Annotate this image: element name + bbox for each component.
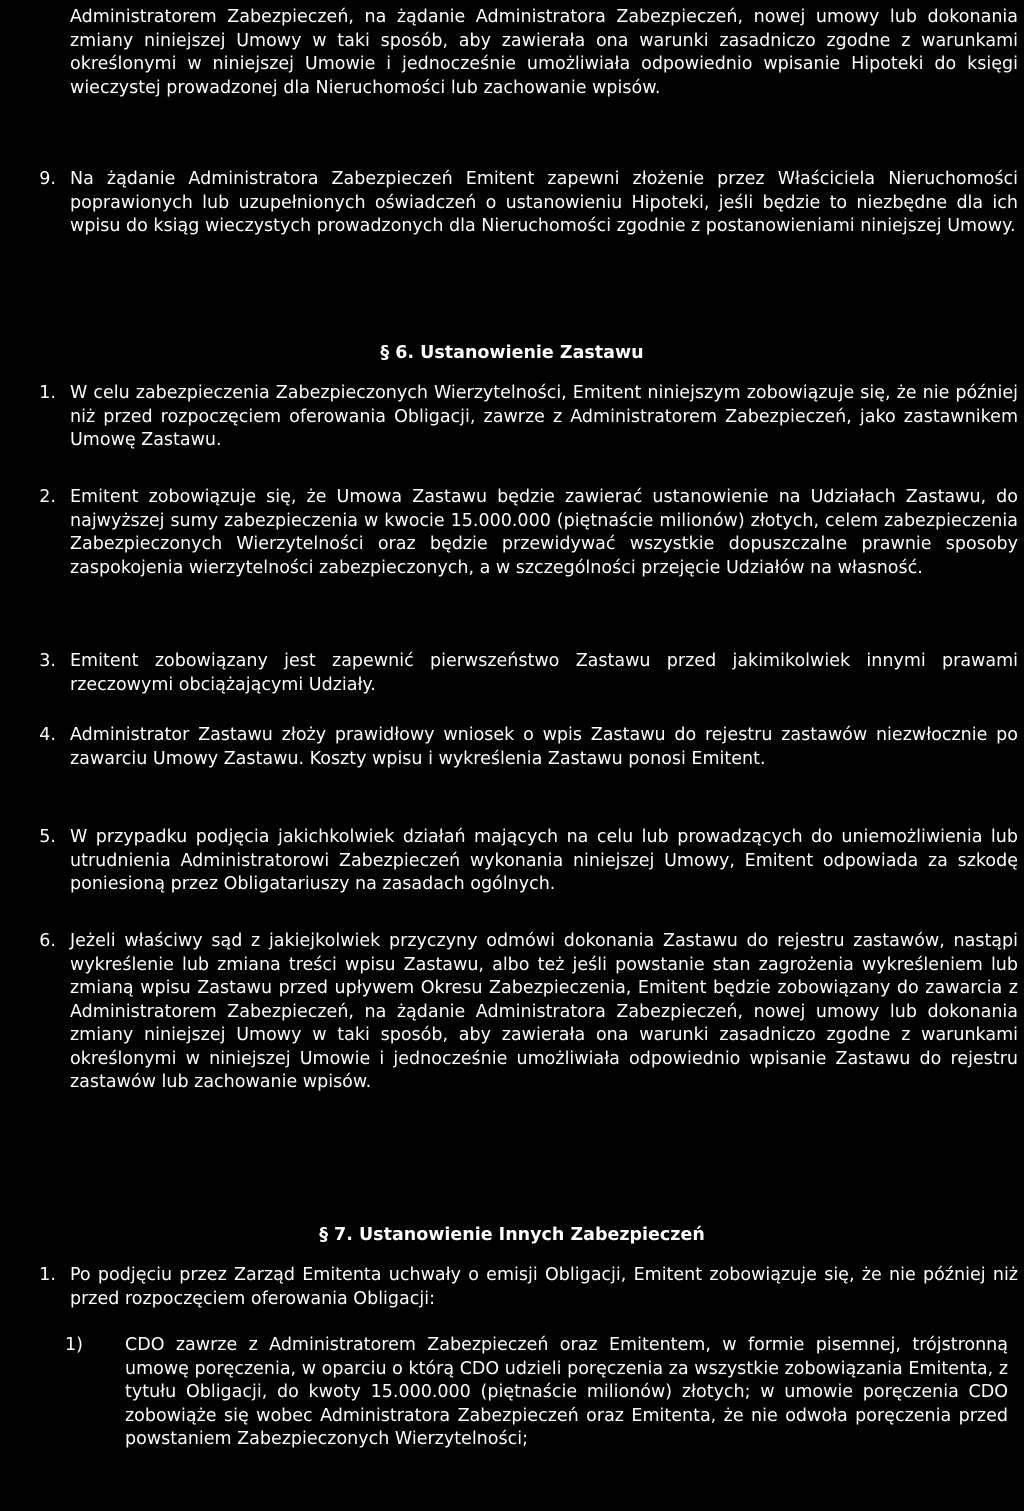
section-7-heading xyxy=(0,1224,1024,1248)
item-number: 2. xyxy=(39,487,56,507)
section-heading-text: § 6. Ustanowienie Zastawu xyxy=(380,343,644,363)
item-text: Emitent zobowiązuje się, że Umowa Zastawu będzie zawierać ustanowienie na Udziałach Zastawu, do najwyższej sumy zabezpieczenia w kwocie 15.000.000 (piętnaście milionów) złotych, celem zabezpieczenia Zabezpieczonych Wierzytelności oraz będzie przewidywać wszystkie dopuszczalne prawnie sposoby zaspokojenia wierzytelności zabezpieczonych, a w szczególności przejęcie Udziałów na własność. xyxy=(70,487,1018,578)
item-text: Jeżeli właściwy sąd z jakiejkolwiek przyczyny odmówi dokonania Zastawu do rejestru zastawów, nastąpi wykreślenie lub zmiana treści wpisu Zastawu, albo też jeśli powstanie stan zagrożenia wykreśleniem lub zmianą wpisu Zastawu przed upływem Okresu Zabezpieczenia, Emitent będzie zobowiązany do zawarcia z Administratorem Zabezpieczeń, na żądanie Administratora Zabezpieczeń, nowej umowy lub dokonania zmiany niniejszej Umowy w taki sposób, aby zawierała ona warunki zasadniczo zgodne z warunkami określonymi w niniejszej Umowie i jednocześnie umożliwiała odpowiednio wpisanie Zastawu do rejestru zastawów lub zachowanie wpisów. xyxy=(70,931,1018,1092)
section-6-heading xyxy=(0,342,1024,366)
item-number: 9. xyxy=(39,169,56,189)
item-number: 6. xyxy=(39,931,56,951)
section-heading-text: § 7. Ustanowienie Innych Zabezpieczeń xyxy=(319,1225,705,1245)
item-text: Na żądanie Administratora Zabezpieczeń Emitent zapewni złożenie przez Właściciela Nieruchomości poprawionych lub uzupełnionych oświadczeń o ustanowieniu Hipoteki, jeśli będzie to niezbędne dla ich wpisu do ksiąg wieczystych prowadzonych dla Nieruchomości zgodnie z postanowieniami niniejszej Umowy. xyxy=(70,169,1018,236)
item-text: W przypadku podjęcia jakichkolwiek działań mających na celu lub prowadzących do uniemożliwienia lub utrudnienia Administratorowi Zabezpieczeń wykonania niniejszej Umowy, Emitent odpowiada za szkodę poniesioną przez Obligatariuszy na zasadach ogólnych. xyxy=(70,827,1018,894)
subitem-number: 1) xyxy=(65,1335,83,1355)
item-text: Emitent zobowiązany jest zapewnić pierwszeństwo Zastawu przed jakimikolwiek innymi prawami rzeczowymi obciążającymi Udziały. xyxy=(70,651,1018,695)
subitem-text: CDO zawrze z Administratorem Zabezpieczeń oraz Emitentem, w formie pisemnej, trójstronną umowę poręczenia, w oparciu o którą CDO udzieli poręczenia za wszystkie zobowiązania Emitenta, z tytułu Obligacji, do kwoty 15.000.000 (piętnaście milionów) złotych; w umowie poręczenia CDO zobowiąże się wobec Administratora Zabezpieczeń oraz Emitenta, że nie odwoła poręczenia przed powstaniem Zabezpieczonych Wierzytelności; xyxy=(125,1335,1008,1449)
item-number: 1. xyxy=(39,383,56,403)
item-number: 1. xyxy=(39,1265,56,1285)
item-text: Administrator Zastawu złoży prawidłowy wniosek o wpis Zastawu do rejestru zastawów niezwłocznie po zawarciu Umowy Zastawu. Koszty wpisu i wykreślenia Zastawu ponosi Emitent. xyxy=(70,725,1018,769)
item-number: 3. xyxy=(39,651,56,671)
item-text: W celu zabezpieczenia Zabezpieczonych Wierzytelności, Emitent niniejszym zobowiązuje się, że nie później niż przed rozpoczęciem oferowania Obligacji, zawrze z Administratorem Zabezpieczeń, jako zastawnikem Umowę Zastawu. xyxy=(70,383,1018,450)
intro-paragraph: Administratorem Zabezpieczeń, na żądanie Administratora Zabezpieczeń, nowej umowy lub dokonania zmiany niniejszej Umowy w taki sposób, aby zawierała ona warunki zasadniczo zgodne z warunkami określonymi w niniejszej Umowie i jednocześnie umożliwiała odpowiednio wpisanie Hipoteki do księgi wieczystej prowadzonej dla Nieruchomości lub zachowanie wpisów. xyxy=(70,7,1018,98)
item-number: 5. xyxy=(39,827,56,847)
item-text: Po podjęciu przez Zarząd Emitenta uchwały o emisji Obligacji, Emitent zobowiązuje się, że nie później niż przed rozpoczęciem oferowania Obligacji: xyxy=(70,1265,1018,1309)
item-number: 4. xyxy=(39,725,56,745)
